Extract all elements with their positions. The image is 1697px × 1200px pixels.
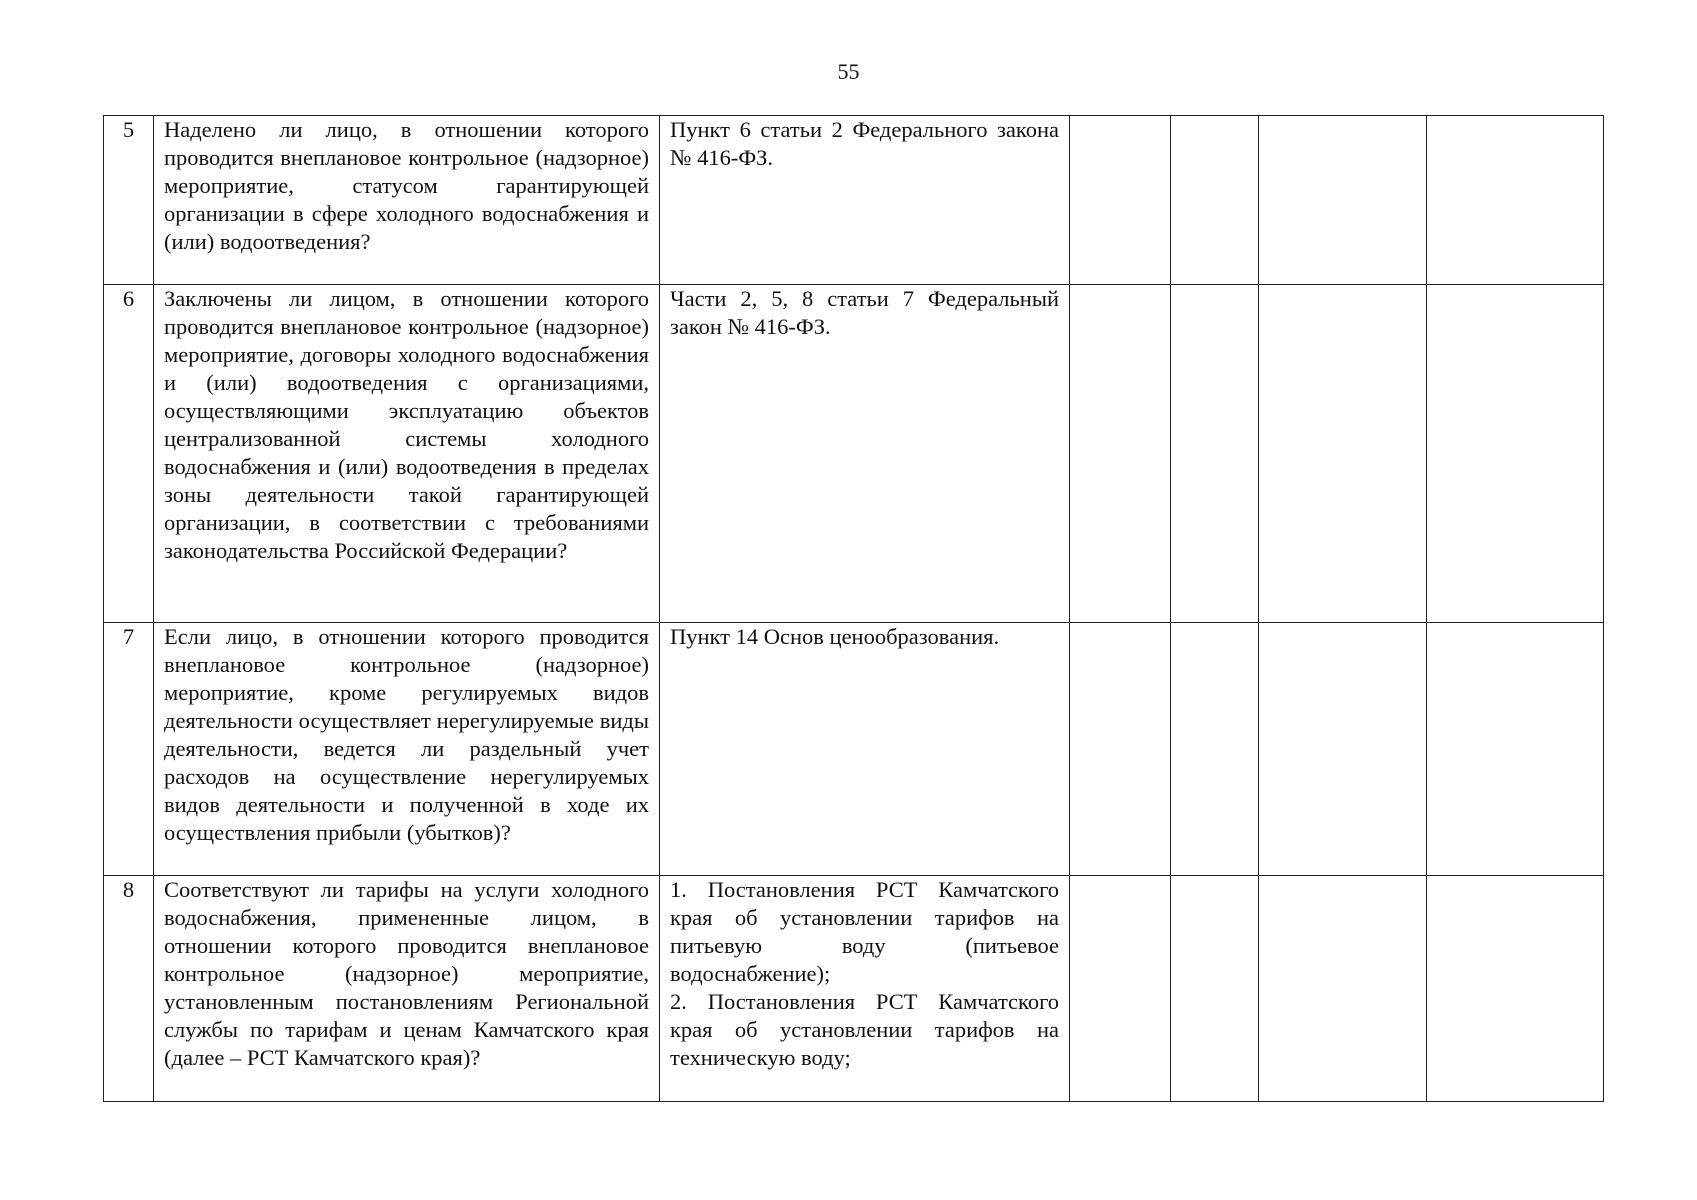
answer-no-cell xyxy=(1171,116,1259,285)
legal-reference: Части 2, 5, 8 статьи 7 Федеральный закон № 416-ФЗ. xyxy=(670,286,1059,339)
question-cell: Если лицо, в отношении которого проводится внеплановое контрольное (надзорное) мероприятие, кроме регулируемых видов деятельности осуществляет нерегулируемые виды деятельности, ведется ли раздельный учет расходов на осуществление нерегулируемых видов деятельности и полученной в ходе их осуществления прибыли (убытков)? xyxy=(154,623,660,876)
note-cell xyxy=(1427,623,1604,876)
row-number: 8 xyxy=(104,876,154,1102)
legal-reference-cell xyxy=(660,876,1070,1102)
legal-reference: Пункт 14 Основ ценообразования. xyxy=(670,624,1000,649)
checklist-table xyxy=(103,115,1604,1102)
row-number: 6 xyxy=(104,285,154,623)
question-cell: Заключены ли лицом, в отношении которого проводится внеплановое контрольное (надзорное) мероприятие, договоры холодного водоснабжения и (или) водоотведения с организациями, осуществляющими эксплуатацию объектов централизованной системы холодного водоснабжения и (или) водоотведения в пределах зоны деятельности такой гарантирующей организации, в соответствии с требованиями законодательства Российской Федерации? xyxy=(154,285,660,623)
answer-no-cell xyxy=(1171,623,1259,876)
question-cell: Соответствуют ли тарифы на услуги холодного водоснабжения, примененные лицом, в отношении которого проводится внеплановое контрольное (надзорное) мероприятие, установленным постановлениям Региональной службы по тарифам и ценам Камчатского края (далее – РСТ Камчатского края)? xyxy=(154,876,660,1102)
note-cell xyxy=(1427,876,1604,1102)
answer-no-cell xyxy=(1171,876,1259,1102)
legal-reference: Пункт 6 статьи 2 Федерального закона № 416-ФЗ. xyxy=(670,117,1059,170)
table-row-5 xyxy=(104,116,1604,285)
not-applicable-cell xyxy=(1259,623,1427,876)
note-cell xyxy=(1427,285,1604,623)
legal-reference-cell xyxy=(660,116,1070,285)
answer-yes-cell xyxy=(1070,116,1171,285)
answer-no-cell xyxy=(1171,285,1259,623)
answer-yes-cell xyxy=(1070,623,1171,876)
row-number: 7 xyxy=(104,623,154,876)
table-row-7 xyxy=(104,623,1604,876)
not-applicable-cell xyxy=(1259,116,1427,285)
note-cell xyxy=(1427,116,1604,285)
legal-reference-cell xyxy=(660,285,1070,623)
answer-yes-cell xyxy=(1070,876,1171,1102)
page-number: 55 xyxy=(837,59,860,84)
answer-yes-cell xyxy=(1070,285,1171,623)
question-cell: Наделено ли лицо, в отношении которого проводится внеплановое контрольное (надзорное) мероприятие, статусом гарантирующей организации в сфере холодного водоснабжения и (или) водоотведения? xyxy=(154,116,660,285)
legal-reference: 2. Постановления РСТ Камчатского края об установлении тарифов на техническую воду; xyxy=(670,989,1059,1070)
not-applicable-cell xyxy=(1259,876,1427,1102)
row-number: 5 xyxy=(104,116,154,285)
table-row-6 xyxy=(104,285,1604,623)
table-row-8 xyxy=(104,876,1604,1102)
legal-reference-cell xyxy=(660,623,1070,876)
legal-reference: 1. Постановления РСТ Камчатского края об установлении тарифов на питьевую воду (питьевое водоснабжение); xyxy=(670,877,1059,986)
not-applicable-cell xyxy=(1259,285,1427,623)
